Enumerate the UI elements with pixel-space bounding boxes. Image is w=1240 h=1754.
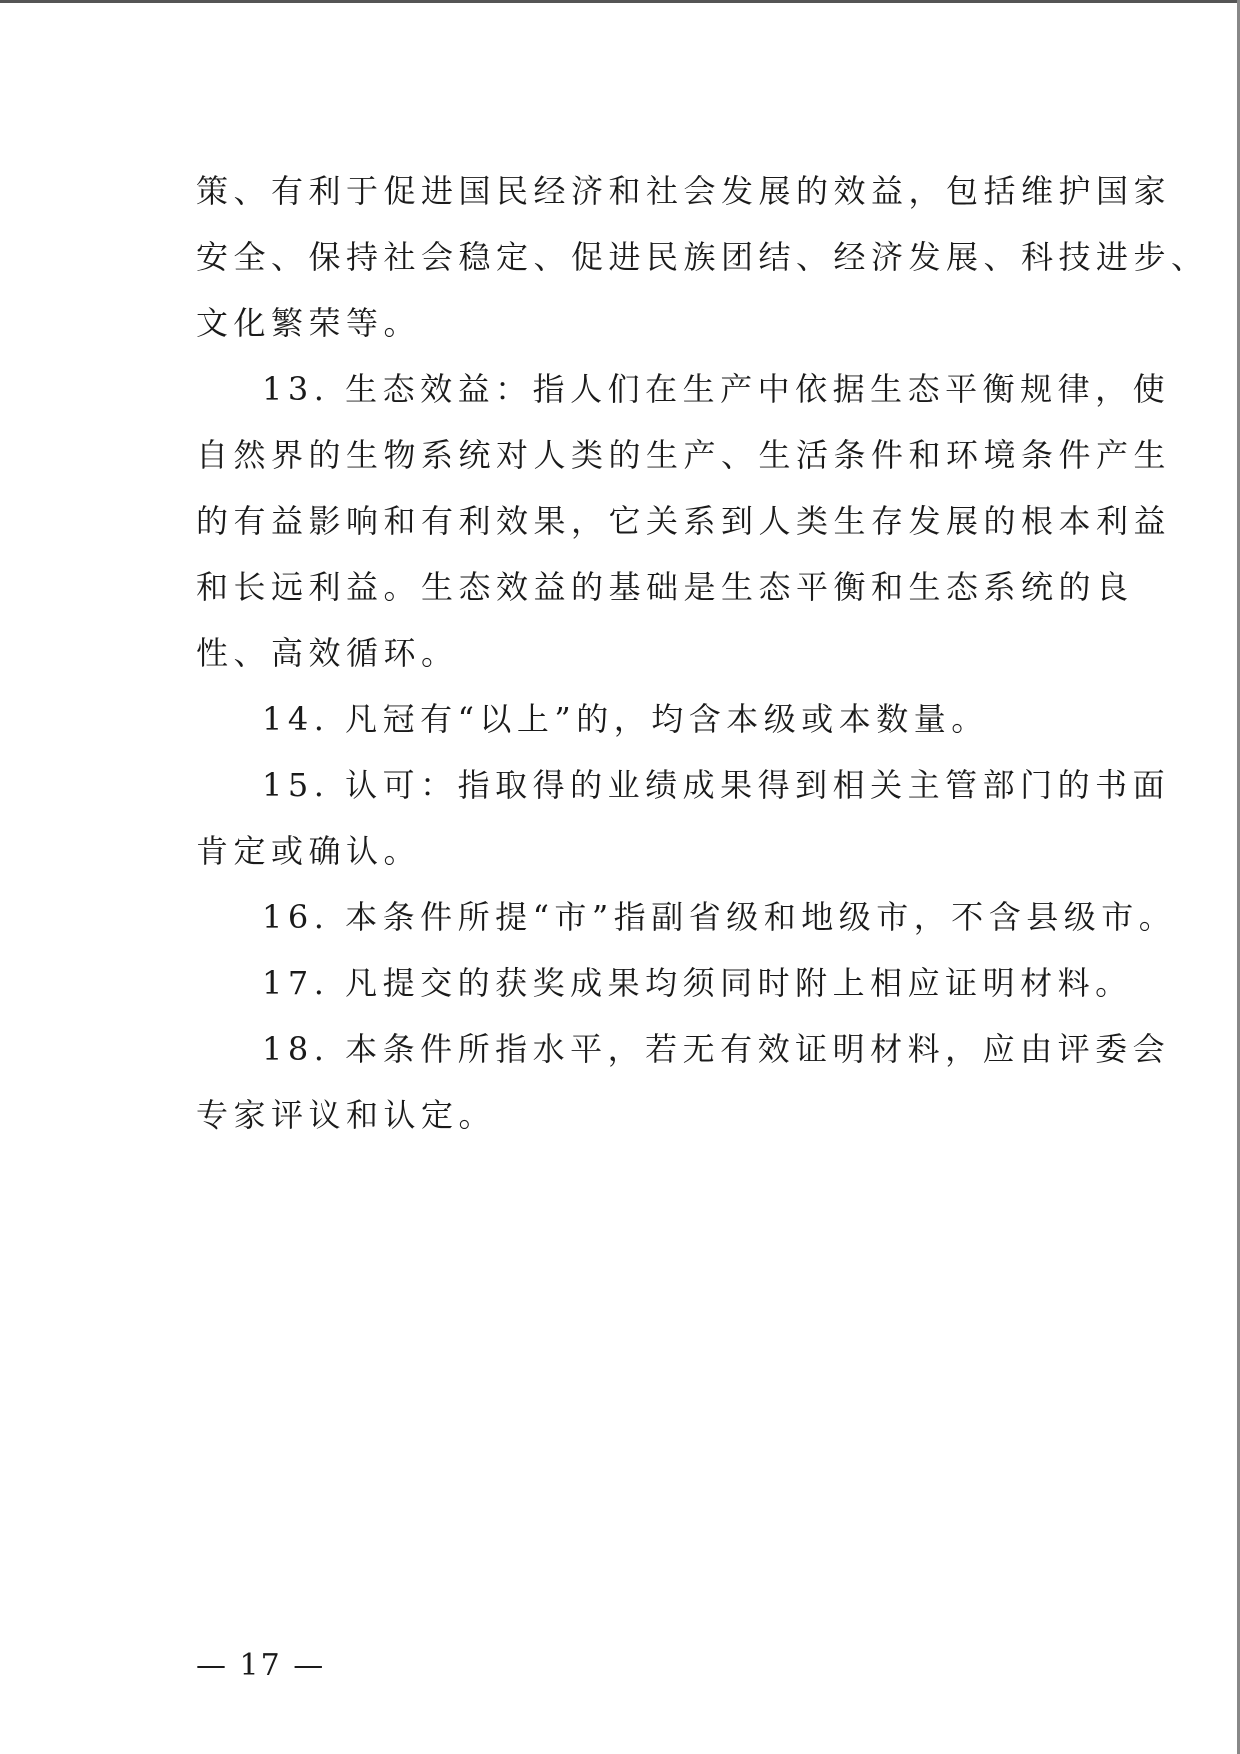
item-14: 14. 凡冠有“以上”的，均含本级或本数量。 [262,700,989,738]
body-line-2: 安全、保持社会稳定、促进民族团结、经济发展、科技进步、 [196,238,1209,276]
page-number: — 17 — [196,1648,326,1683]
item-17: 17. 凡提交的获奖成果均须同时附上相应证明材料。 [262,964,1133,1002]
item-13-line-2: 自然界的生物系统对人类的生产、生活条件和环境条件产生 [196,436,1172,474]
item-13-line-4: 和长远利益。生态效益的基础是生态平衡和生态系统的良 [196,568,1134,606]
scan-edge-top [0,0,1240,3]
item-15-line-2: 肯定或确认。 [196,832,422,870]
item-13-line-3: 的有益影响和有利效果，它关系到人类生存发展的根本利益 [196,502,1172,540]
item-15-line-1: 15. 认可：指取得的业绩成果得到相关主管部门的书面 [262,766,1171,804]
item-16: 16. 本条件所提“市”指副省级和地级市，不含县级市。 [262,898,1177,936]
item-13-line-5: 性、高效循环。 [196,634,459,672]
item-13-line-1: 13. 生态效益：指人们在生产中依据生态平衡规律，使 [262,370,1171,408]
body-line-3: 文化繁荣等。 [196,304,422,342]
item-18-line-1: 18. 本条件所指水平，若无有效证明材料，应由评委会 [262,1030,1171,1068]
document-body [196,158,1209,1148]
item-18-line-2: 专家评议和认定。 [196,1096,497,1134]
body-line-1: 策、有利于促进国民经济和社会发展的效益，包括维护国家 [196,172,1172,210]
